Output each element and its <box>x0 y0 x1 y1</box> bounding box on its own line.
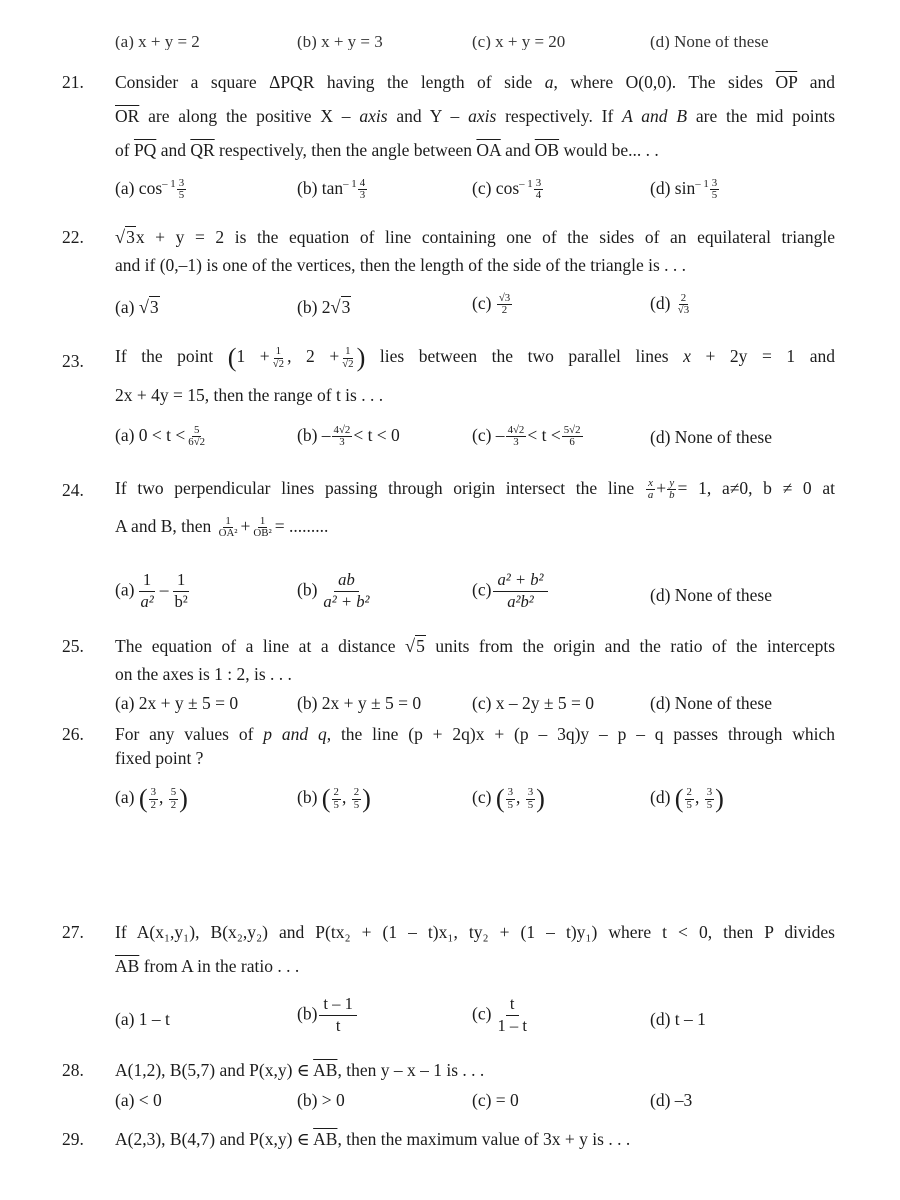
option-c[interactable]: (c) $\frac{\text{a² + b²}}{\text{a²b²}}$ <box>472 570 550 613</box>
option-d[interactable]: (d) None of these <box>650 693 772 713</box>
option-b[interactable]: (b) $\frac{ab}{\text{a² + b²}}$ <box>297 570 370 611</box>
option-d[interactable]: (d) ( $\frac{2}{5}$ , $\frac{3}{5}$ ) <box>650 784 724 813</box>
cutoff-option-d: (d) None of these <box>650 36 769 50</box>
cutoff-option-b: (b) x + y = 3 <box>297 36 383 50</box>
cutoff-options <box>0 36 900 50</box>
option-b[interactable]: (b) > 0 <box>297 1090 345 1110</box>
option-a[interactable]: (a) $\cos^{- 1}$ $\frac{3}{5}$ <box>115 177 185 202</box>
question-text-line: √3x + y = 2 is the equation of line containing one of the sides of an equilateral triangle <box>115 227 835 247</box>
option-c[interactable]: (c) $\cos^{- 1}$ $\frac{3}{4}$ <box>472 177 542 202</box>
option-a[interactable]: (a) 0 < t < $\frac{5}{6√2}$ <box>115 424 206 449</box>
question-number: 23. <box>62 351 84 371</box>
option-b[interactable]: (b) $\tan^{- 1}$ $\frac{4}{3}$ <box>297 177 366 202</box>
question-number: 22. <box>62 227 84 247</box>
option-a[interactable]: (a) ( $\frac{3}{2}$ , $\frac{5}{2}$ ) <box>115 784 188 813</box>
question-text-line: If two perpendicular lines passing through origin intersect the line $\frac{x}{a}$ + $\frac{y}{b}$ = 1, a≠0, b ≠ 0 at <box>115 477 836 502</box>
question-number: 28. <box>62 1060 84 1080</box>
option-b[interactable]: (b) $\frac{t - 1}{t}$ <box>297 994 359 1037</box>
option-d[interactable]: (d) $\sin^{- 1}$ $\frac{3}{5}$ <box>650 177 718 202</box>
question-text-line: fixed point ? <box>115 748 204 768</box>
question-text-line: A(1,2), B(5,7) and P(x,y) ∈ $\overline{AB}$, then y – x – 1 is . . . <box>115 1060 485 1080</box>
option-c[interactable]: (c) x – 2y ± 5 = 0 <box>472 693 595 713</box>
question-number: 25. <box>62 636 84 656</box>
question-text-line: A(2,3), B(4,7) and P(x,y) ∈ $\overline{AB}$, then the maximum value of 3x + y is . . . <box>115 1129 631 1149</box>
question-text-line: The equation of a line at a distance √5 units from the origin and the ratio of the intercepts <box>115 636 836 656</box>
option-b[interactable]: (b) ( $\frac{2}{5}$ , $\frac{2}{5}$ ) <box>297 784 371 813</box>
option-b[interactable]: (b) 2√3 <box>297 297 351 317</box>
option-d[interactable]: (d) None of these <box>650 427 772 447</box>
option-d[interactable]: (d) None of these <box>650 585 772 605</box>
cutoff-option-c: (c) x + y = 20 <box>472 36 566 50</box>
option-d[interactable]: (d) t – 1 <box>650 1009 706 1029</box>
question-number: 24. <box>62 480 84 500</box>
question-text-line: Consider a square ΔPQR having the length of side a, where O(0,0). The sides $\overline{OP}$ and <box>115 72 835 92</box>
option-a[interactable]: (a) 2x + y ± 5 = 0 <box>115 693 239 713</box>
question-number: 26. <box>62 724 84 744</box>
question-text-line: 2x + 4y = 15, then the range of t is . . . <box>115 385 384 405</box>
question-text-line: $\overline{AB}$ from A in the ratio . . . <box>115 956 300 976</box>
question-text-line: on the axes is 1 : 2, is . . . <box>115 664 292 684</box>
question-text-line: and if (0,–1) is one of the vertices, then the length of the side of the triangle is . . . <box>115 255 687 275</box>
question-text-line: A and B, then $\frac{1}{\text{OA²}}$ + $\frac{1}{\text{OB²}}$ = ......... <box>115 515 329 540</box>
option-d[interactable]: (d) –3 <box>650 1090 693 1110</box>
question-text-line: of $\overline{PQ}$ and $\overline{QR}$ respectively, then the angle between $\overline{OA}$ and $\overline{OB}$ would be... . . <box>115 140 659 160</box>
question-text-line: $\overline{OR}$ are along the positive X – axis and Y – axis respectively. If A and B are the mid points <box>115 106 836 126</box>
option-c[interactable]: (c) ( $\frac{3}{5}$ , $\frac{3}{5}$ ) <box>472 784 545 813</box>
option-a[interactable]: (a) √3 <box>115 297 159 317</box>
option-a[interactable]: (a) 1 – t <box>115 1009 170 1029</box>
question-text-line: If A(x₁,y₁), B(x₂,y₂) and P(tx₂ + (1 – t)x₁, ty₂ + (1 – t)y₁) where t < 0, then P divides <box>115 922 835 942</box>
option-a[interactable]: (a) < 0 <box>115 1090 162 1110</box>
option-d[interactable]: (d) $\frac{2}{√3}$ <box>650 292 690 317</box>
question-number: 27. <box>62 922 84 942</box>
option-c[interactable]: (c) = 0 <box>472 1090 519 1110</box>
question-number: 29. <box>62 1129 84 1149</box>
cutoff-option-a: (a) x + y = 2 <box>115 36 200 50</box>
option-b[interactable]: (b) 2x + y ± 5 = 0 <box>297 693 422 713</box>
option-b[interactable]: (b) – $\frac{4√2}{3}$ < t < 0 <box>297 424 400 449</box>
option-c[interactable]: (c) $\frac{t}{1 - t}$ <box>472 994 527 1035</box>
option-a[interactable]: (a) $\frac{1}{\text{a²}}$ – $\frac{1}{\text{b²}}$ <box>115 570 188 611</box>
question-number: 21. <box>62 72 84 92</box>
question-text-line: If the point (1 + $\frac{1}{√2}$ , 2 + $\frac{1}{√2}$ ) lies between the two parallel lines x + 2y = 1 and <box>115 343 836 372</box>
option-c[interactable]: (c) – $\frac{4√2}{3}$ < t < $\frac{5√2}{6}$ <box>472 424 581 449</box>
option-c[interactable]: (c) $\frac{√3}{2}$ <box>472 292 511 317</box>
question-text-line: For any values of p and q, the line (p + 2q)x + (p – 3q)y – p – q passes through which <box>115 724 836 744</box>
